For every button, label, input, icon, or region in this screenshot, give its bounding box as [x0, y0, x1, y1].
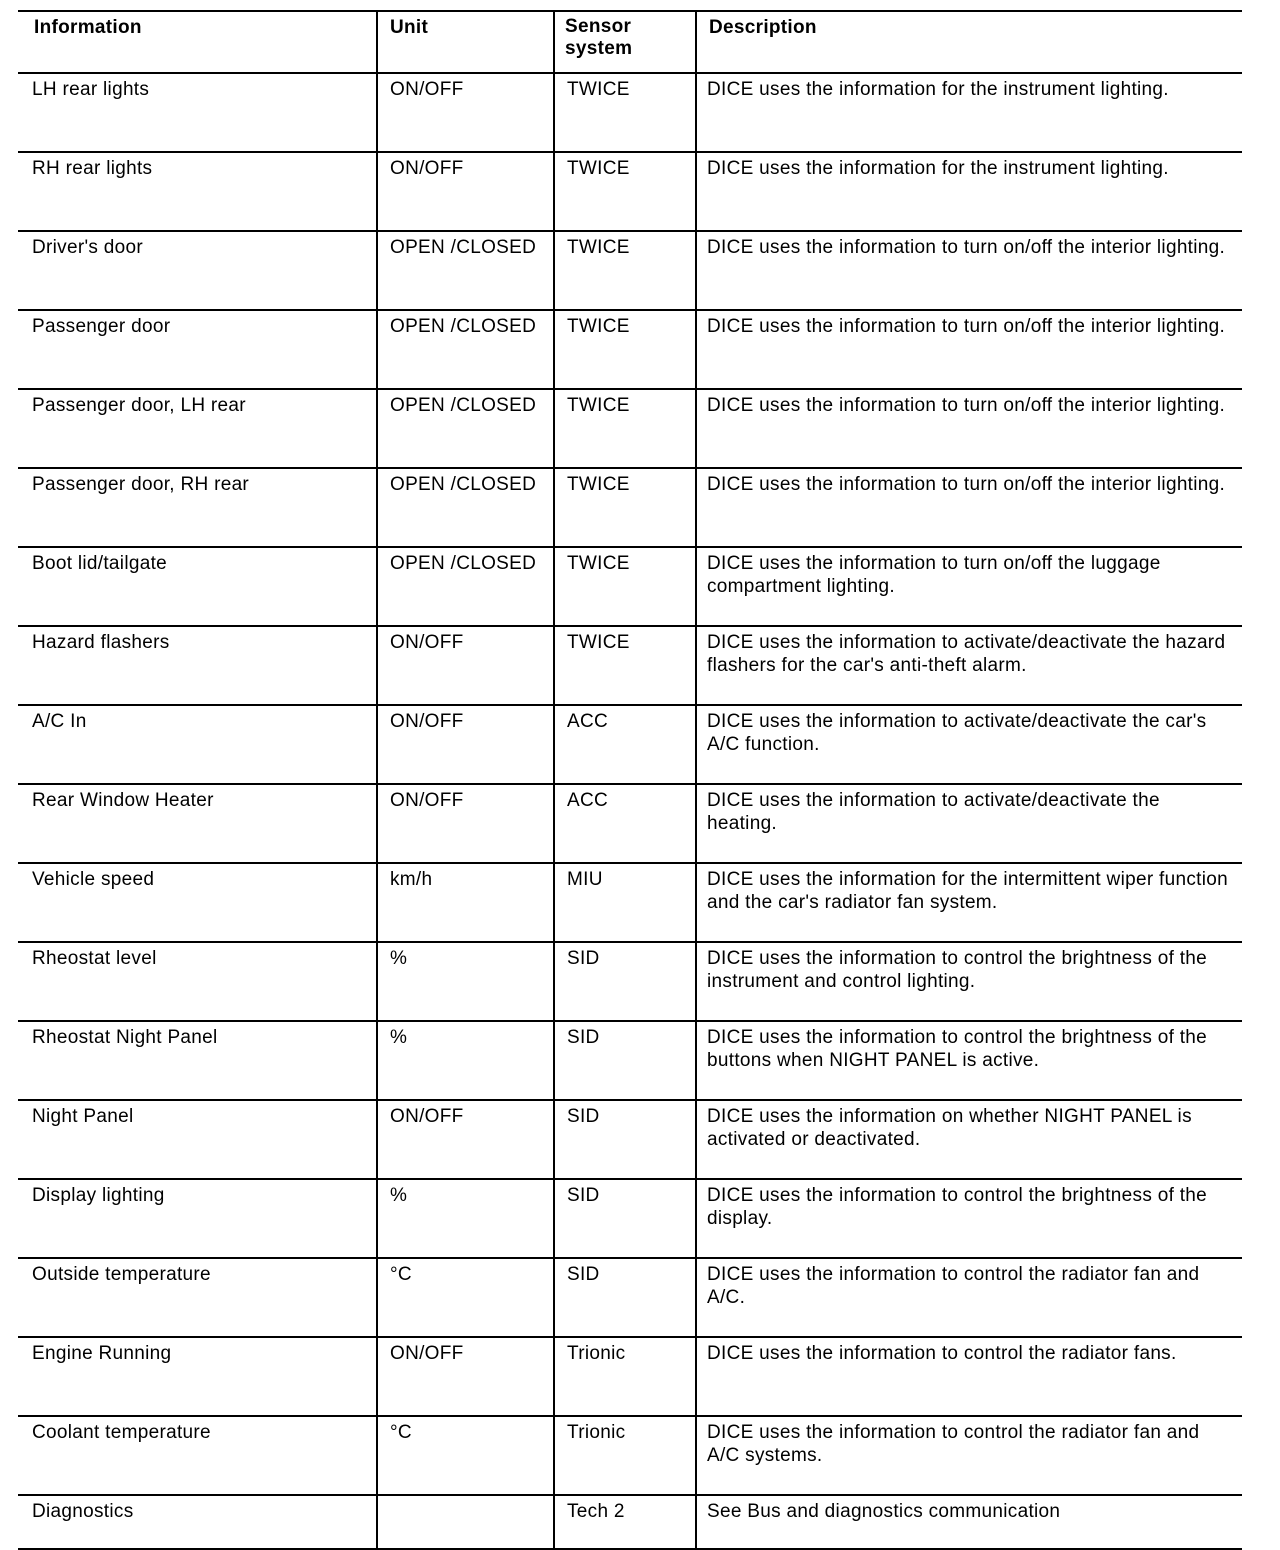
table-row — [18, 863, 1242, 942]
cell-description: DICE uses the information to turn on/off the interior lighting. — [696, 231, 1242, 310]
cell-unit: % — [377, 942, 554, 1021]
cell-sensor-system: TWICE — [554, 626, 696, 705]
table-body — [18, 73, 1242, 1549]
cell-information: Coolant temperature — [18, 1416, 377, 1495]
cell-description: DICE uses the information to control the brightness of the buttons when NIGHT PANEL is active. — [696, 1021, 1242, 1100]
cell-information: Rheostat Night Panel — [18, 1021, 377, 1100]
cell-description: DICE uses the information for the intermittent wiper function and the car's radiator fan system. — [696, 863, 1242, 942]
cell-description: See Bus and diagnostics communication — [696, 1495, 1242, 1549]
cell-description: DICE uses the information for the instrument lighting. — [696, 152, 1242, 231]
cell-description: DICE uses the information for the instrument lighting. — [696, 73, 1242, 152]
table-row — [18, 784, 1242, 863]
cell-description: DICE uses the information to turn on/off the luggage compartment lighting. — [696, 547, 1242, 626]
cell-information: A/C In — [18, 705, 377, 784]
cell-description: DICE uses the information to turn on/off the interior lighting. — [696, 468, 1242, 547]
cell-sensor-system: MIU — [554, 863, 696, 942]
cell-unit: % — [377, 1021, 554, 1100]
cell-description: DICE uses the information to control the brightness of the display. — [696, 1179, 1242, 1258]
cell-information: Passenger door, RH rear — [18, 468, 377, 547]
cell-description: DICE uses the information to turn on/off the interior lighting. — [696, 310, 1242, 389]
cell-sensor-system: TWICE — [554, 152, 696, 231]
header-information: Information — [18, 11, 377, 73]
cell-unit: ON/OFF — [377, 1337, 554, 1416]
table-row — [18, 1179, 1242, 1258]
table-row — [18, 1258, 1242, 1337]
table-header — [18, 11, 1242, 73]
cell-sensor-system: TWICE — [554, 547, 696, 626]
cell-description: DICE uses the information to control the radiator fan and A/C systems. — [696, 1416, 1242, 1495]
cell-description: DICE uses the information to activate/deactivate the heating. — [696, 784, 1242, 863]
cell-unit: ON/OFF — [377, 1100, 554, 1179]
cell-information: Passenger door, LH rear — [18, 389, 377, 468]
cell-description: DICE uses the information to turn on/off the interior lighting. — [696, 389, 1242, 468]
cell-unit: ON/OFF — [377, 152, 554, 231]
header-description: Description — [696, 11, 1242, 73]
cell-sensor-system: SID — [554, 1258, 696, 1337]
table-row — [18, 1416, 1242, 1495]
cell-information: Rear Window Heater — [18, 784, 377, 863]
cell-unit — [377, 1495, 554, 1549]
cell-sensor-system: ACC — [554, 705, 696, 784]
cell-description: DICE uses the information to control the radiator fans. — [696, 1337, 1242, 1416]
cell-description: DICE uses the information to control the radiator fan and A/C. — [696, 1258, 1242, 1337]
cell-sensor-system: SID — [554, 1021, 696, 1100]
cell-sensor-system: SID — [554, 942, 696, 1021]
table-row — [18, 1021, 1242, 1100]
cell-unit: °C — [377, 1416, 554, 1495]
table-row — [18, 389, 1242, 468]
cell-description: DICE uses the information to activate/deactivate the hazard flashers for the car's anti-theft alarm. — [696, 626, 1242, 705]
header-unit: Unit — [377, 11, 554, 73]
cell-unit: ON/OFF — [377, 73, 554, 152]
table-row — [18, 73, 1242, 152]
cell-sensor-system: Tech 2 — [554, 1495, 696, 1549]
cell-unit: OPEN /CLOSED — [377, 547, 554, 626]
header-sensor-system — [554, 11, 696, 73]
cell-sensor-system: SID — [554, 1100, 696, 1179]
cell-information: Display lighting — [18, 1179, 377, 1258]
cell-information: Boot lid/tailgate — [18, 547, 377, 626]
cell-sensor-system: TWICE — [554, 231, 696, 310]
table-row — [18, 705, 1242, 784]
cell-information: Hazard flashers — [18, 626, 377, 705]
cell-description: DICE uses the information to activate/deactivate the car's A/C function. — [696, 705, 1242, 784]
cell-unit: % — [377, 1179, 554, 1258]
cell-information: Rheostat level — [18, 942, 377, 1021]
table-row — [18, 310, 1242, 389]
cell-description: DICE uses the information on whether NIGHT PANEL is activated or deactivated. — [696, 1100, 1242, 1179]
cell-information: LH rear lights — [18, 73, 377, 152]
cell-sensor-system: TWICE — [554, 310, 696, 389]
cell-unit: OPEN /CLOSED — [377, 468, 554, 547]
cell-information: RH rear lights — [18, 152, 377, 231]
cell-sensor-system: SID — [554, 1179, 696, 1258]
table-row — [18, 231, 1242, 310]
table-row — [18, 626, 1242, 705]
cell-sensor-system: TWICE — [554, 468, 696, 547]
cell-unit: OPEN /CLOSED — [377, 389, 554, 468]
cell-information: Diagnostics — [18, 1495, 377, 1549]
header-row — [18, 11, 1242, 73]
cell-sensor-system: TWICE — [554, 389, 696, 468]
table-row — [18, 1337, 1242, 1416]
cell-sensor-system: Trionic — [554, 1337, 696, 1416]
cell-information: Driver's door — [18, 231, 377, 310]
information-table — [18, 10, 1242, 1550]
cell-information: Night Panel — [18, 1100, 377, 1179]
cell-sensor-system: ACC — [554, 784, 696, 863]
cell-unit: km/h — [377, 863, 554, 942]
cell-information: Passenger door — [18, 310, 377, 389]
cell-information: Engine Running — [18, 1337, 377, 1416]
cell-unit: ON/OFF — [377, 626, 554, 705]
cell-unit: ON/OFF — [377, 784, 554, 863]
table-row — [18, 547, 1242, 626]
header-sensor-line1: Sensor — [565, 16, 632, 37]
cell-description: DICE uses the information to control the brightness of the instrument and control lighting. — [696, 942, 1242, 1021]
cell-unit: OPEN /CLOSED — [377, 231, 554, 310]
cell-sensor-system: TWICE — [554, 73, 696, 152]
table-row — [18, 468, 1242, 547]
cell-unit: °C — [377, 1258, 554, 1337]
header-sensor-line2: system — [565, 38, 633, 59]
table-row — [18, 1100, 1242, 1179]
cell-information: Vehicle speed — [18, 863, 377, 942]
cell-sensor-system: Trionic — [554, 1416, 696, 1495]
table-row — [18, 1495, 1242, 1549]
cell-unit: ON/OFF — [377, 705, 554, 784]
table-row — [18, 942, 1242, 1021]
table-row — [18, 152, 1242, 231]
cell-information: Outside temperature — [18, 1258, 377, 1337]
cell-unit: OPEN /CLOSED — [377, 310, 554, 389]
